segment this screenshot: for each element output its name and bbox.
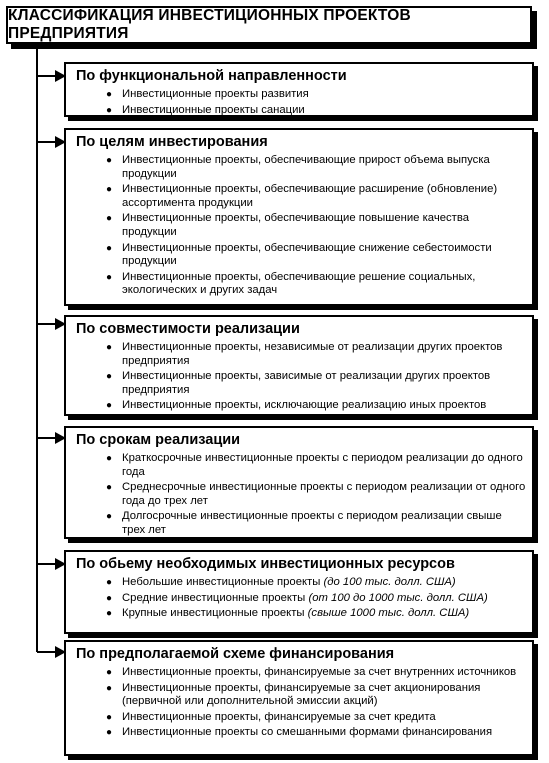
list-item: ● Инвестиционные проекты, зависимые от реализации других проектов предприятия	[122, 370, 526, 397]
list-item: ● Инвестиционные проекты, финансируемые за счет акционирования (первичной или дополнительной эмиссии акций)	[122, 682, 526, 709]
list-item: ● Средние инвестиционные проекты (от 100 до 1000 тыс. долл. США)	[122, 592, 526, 606]
diagram-title-box	[6, 6, 532, 44]
list-item: ● Инвестиционные проекты, обеспечивающие прирост объема выпуска продукции	[122, 154, 526, 181]
arrow-to-group-3	[37, 323, 57, 325]
list-item: ● Долгосрочные инвестиционные проекты с периодом реализации свыше трех лет	[122, 510, 526, 537]
list-item: ● Инвестиционные проекты санации	[122, 104, 526, 118]
connector-trunk	[36, 49, 38, 652]
arrow-to-group-1	[37, 75, 57, 77]
list-item: ● Инвестиционные проекты развития	[122, 88, 526, 102]
list-item: ● Инвестиционные проекты, обеспечивающие повышение качества продукции	[122, 212, 526, 239]
group-heading: По предполагаемой схеме финансирования	[76, 646, 395, 662]
list-item: ● Инвестиционные проекты, обеспечивающие расширение (обновление) ассортимента продукции	[122, 183, 526, 210]
group-item-list	[66, 341, 532, 417]
group-item-list	[66, 88, 532, 121]
list-item: ● Краткосрочные инвестиционные проекты с периодом реализации до одного года	[122, 452, 526, 479]
group-item-list	[66, 154, 532, 302]
list-item: ● Инвестиционные проекты, финансируемые за счет внутренних источников	[122, 666, 526, 680]
group-box-volume	[64, 550, 534, 634]
group-item-list	[66, 576, 532, 625]
group-box-functional	[64, 62, 534, 117]
group-item-list	[66, 666, 532, 744]
arrow-to-group-6	[37, 651, 57, 653]
group-item-list	[66, 452, 532, 542]
arrow-to-group-2	[37, 141, 57, 143]
group-heading: По функциональной направленности	[76, 68, 347, 84]
group-heading: По целям инвестирования	[76, 134, 268, 150]
group-box-timing	[64, 426, 534, 539]
list-item: ● Инвестиционные проекты, обеспечивающие снижение себестоимости продукции	[122, 242, 526, 269]
list-item: ● Инвестиционные проекты, финансируемые за счет кредита	[122, 711, 526, 725]
arrow-to-group-4	[37, 437, 57, 439]
group-box-compatibility	[64, 315, 534, 416]
diagram-title: КЛАССИФИКАЦИЯ ИНВЕСТИЦИОННЫХ ПРОЕКТОВ ПРЕДПРИЯТИЯ	[8, 7, 411, 42]
list-item: ● Инвестиционные проекты со смешанными формами финансирования	[122, 726, 526, 740]
group-box-goals	[64, 128, 534, 306]
list-item: ● Инвестиционные проекты, исключающие реализацию иных проектов	[122, 399, 526, 413]
arrow-to-group-5	[37, 563, 57, 565]
list-item: ● Крупные инвестиционные проекты (свыше 1000 тыс. долл. США)	[122, 607, 526, 621]
list-item: ● Среднесрочные инвестиционные проекты с периодом реализации от одного года до трех лет	[122, 481, 526, 508]
group-box-financing	[64, 640, 534, 756]
list-item: ● Инвестиционные проекты, независимые от реализации других проектов предприятия	[122, 341, 526, 368]
group-heading: По обьему необходимых инвестиционных ресурсов	[76, 556, 455, 572]
list-item: ● Небольшие инвестиционные проекты (до 100 тыс. долл. США)	[122, 576, 526, 590]
group-heading: По срокам реализации	[76, 432, 241, 448]
group-heading: По совместимости реализации	[76, 321, 300, 337]
list-item: ● Инвестиционные проекты, обеспечивающие решение социальных, экологических и других задач	[122, 271, 526, 298]
